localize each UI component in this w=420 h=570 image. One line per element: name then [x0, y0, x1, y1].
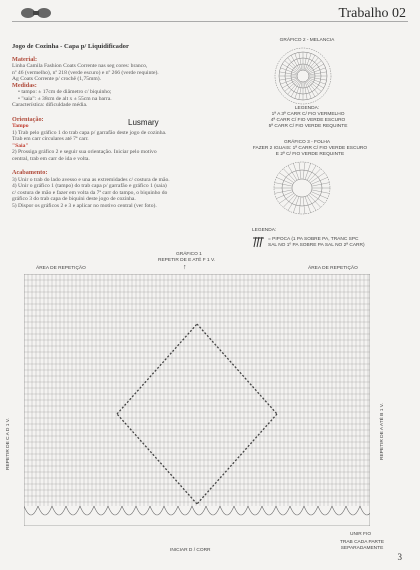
orientation-heading: Orientação: — [12, 115, 44, 123]
watermelon-diagram — [268, 46, 338, 106]
start-label: INICIAR D / CORR — [170, 548, 211, 553]
leaf-diagram — [270, 158, 334, 220]
saia-line: central, trab em carr de ida e volta. — [12, 155, 90, 162]
area-left-label: ÁREA DE REPETIÇÃO — [36, 266, 86, 271]
finish-line: gráfico 3 do trab capa de biquíni deste jogo de cozinha. — [12, 196, 136, 202]
measures-line: • "saia": ± 38cm de alt x ± 55cm na barra. — [18, 95, 112, 102]
material-line: nº 46 (vermelho), nº 218 (verde escuro) e nº 266 (verde requinte). — [12, 69, 159, 76]
saia-line: 2) Prossiga gráfico 2 e seguir sua orientação. Iniciar pelo motivo — [12, 149, 157, 155]
graph3-title: GRÁFICO 3 - FOLHA — [283, 140, 331, 145]
legenda-line: = PIPOCA (1 PA SOBRE PA, TRANC SPC — [268, 237, 359, 242]
measures-heading: Medidas: — [12, 81, 37, 89]
legend-line: 5ª CARR C/ FIO VERDE REQUINTE — [268, 124, 348, 129]
legenda-line: SAL NO 1º PA SOBRE PA SAL NO 2ª CARR) — [268, 243, 365, 248]
finish-heading: Acabamento: — [12, 169, 48, 176]
graph1-label: GRÁFICO 1 — [176, 252, 202, 257]
graph3-line: FAZER 2 IGUAIS: 1ª CARR C/ FIO VERDE ESCURO — [252, 146, 368, 151]
tampo-line: Trab em carr circulares até 7ª carr. — [12, 136, 89, 142]
repeat-top-label: REPETIR DE E ATÉ F 1 V. — [158, 258, 216, 263]
legend-line: 4ª CARR C/ FIO VERDE ESCURO — [270, 118, 346, 123]
material-heading: Material: — [12, 55, 38, 63]
graph3-line: E 2ª C/ FIO VERDE REQUINTE — [275, 152, 345, 157]
tampo-line: 1) Trab pelo gráfico 1 do trab capa p/ garrafão deste jogo de cozinha. — [12, 129, 167, 136]
join-label: UNIR FIO — [350, 532, 372, 537]
signature: Lusmary — [128, 118, 159, 127]
binoculars-logo — [18, 6, 58, 20]
graph2-title: GRÁFICO 2 - MELANCIA — [279, 38, 335, 43]
popcorn-stitch-icon — [252, 236, 266, 248]
finish-line: 5) Dispor os gráficos 2 e 3 e aplicar no motivo central (ver foto). — [12, 202, 157, 209]
page-number: 3 — [397, 552, 402, 562]
measures-line: • tampo: ± 17cm de diâmetro c/ biquinho; — [18, 89, 112, 95]
finish-line: 4) Unir o gráfico 1 (tampo) do trab capa p/ garrafão e gráfico 1 (saia) — [12, 183, 167, 189]
difficulty-level: Característica: dificuldade média. — [12, 102, 88, 108]
material-line: Linha Camila Fashion Coats Corrente nas seg cores: branco, — [12, 63, 148, 69]
material-line: Ag Coats Corrente p/ crochê (1,75mm). — [12, 76, 102, 82]
legend-line: 1ª A 3ª CARR C/ FIO VERMELHO — [271, 112, 345, 117]
header-divider — [12, 21, 408, 22]
pattern-title: Jogo de Cozinha - Capa p/ Liquidificador — [12, 43, 129, 50]
tampo-heading: Tampo — [12, 123, 29, 129]
legenda-label: LEGENDA: — [252, 228, 277, 233]
area-right-label: ÁREA DE REPETIÇÃO — [308, 266, 358, 271]
repeat-left-label: REPETIR DE C A D 1 V. — [6, 418, 11, 470]
repeat-right-label: REPETIR DE A ATÉ B 1 V. — [380, 403, 385, 460]
crochet-chart — [24, 274, 370, 526]
finish-label: TRAB CADA PARTE SEPARADAMENTE — [339, 540, 385, 551]
legend-title: LEGENDA: — [294, 106, 320, 111]
page-title: Trabalho 02 — [338, 6, 406, 21]
arrow-up-icon: ↑ — [183, 264, 187, 271]
finish-line: 3) Unir o trab do lado avesso e una as extremidades c/ costura de mão. — [12, 176, 170, 183]
finish-line: c/ costura de mão e fazer em volta da 7ª carr do tampo, o biquinho do — [12, 189, 168, 196]
saia-heading: "Saia" — [12, 142, 29, 149]
